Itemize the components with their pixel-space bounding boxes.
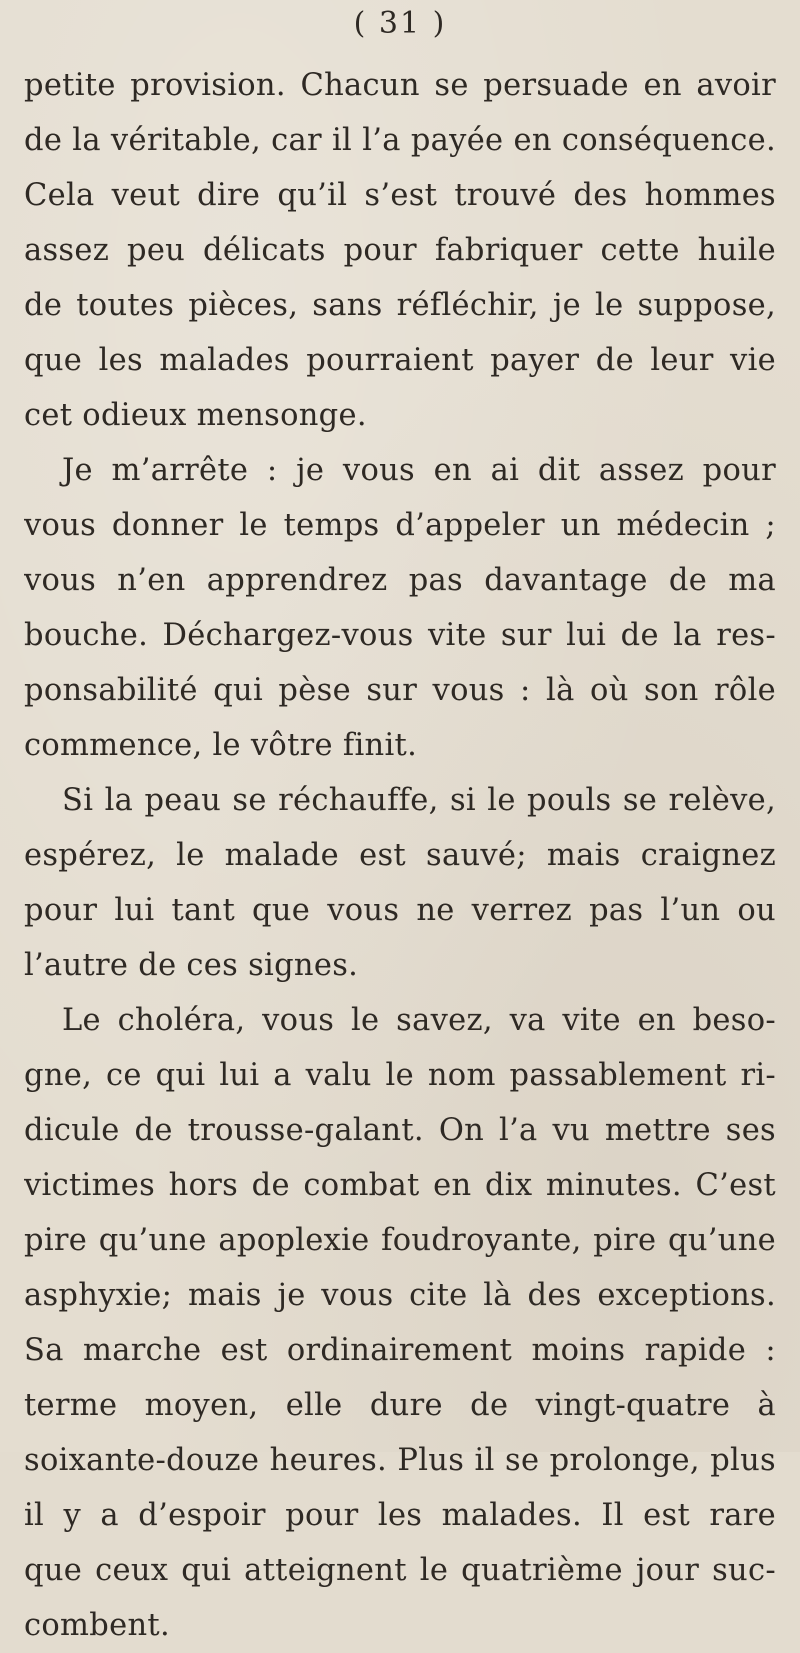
text-line: Sa marche est ordinairement moins rapide : xyxy=(24,1333,776,1368)
text-line: cet odieux mensonge. xyxy=(24,398,367,433)
text-line: pour lui tant que vous ne verrez pas l’un ou xyxy=(24,893,776,928)
text-line: asphyxie; mais je vous cite là des exceptions. xyxy=(24,1278,776,1313)
text-line: l’autre de ces signes. xyxy=(24,948,359,983)
text-line: gne, ce qui lui a valu le nom passablement ri- xyxy=(24,1058,776,1093)
text-line: soixante-douze heures. Plus il se prolonge, plus xyxy=(24,1443,776,1478)
text-line: assez peu délicats pour fabriquer cette huile xyxy=(24,233,776,268)
text-line: que ceux qui atteignent le quatrième jour suc- xyxy=(24,1553,776,1588)
text-line: pire qu’une apoplexie foudroyante, pire qu’une xyxy=(24,1223,776,1258)
body-text xyxy=(24,58,776,1653)
page-number: ( 31 ) xyxy=(353,6,447,41)
text-line: de toutes pièces, sans réfléchir, je le suppose, xyxy=(24,288,776,323)
text-line: dicule de trousse-galant. On l’a vu mettre ses xyxy=(24,1113,776,1148)
text-line: vous n’en apprendrez pas davantage de ma xyxy=(24,563,776,598)
text-line: vous donner le temps d’appeler un médecin ; xyxy=(24,508,776,543)
text-line: ponsabilité qui pèse sur vous : là où son rôle xyxy=(24,673,776,708)
text-line: combent. xyxy=(24,1608,170,1643)
text-line: terme moyen, elle dure de vingt-quatre à xyxy=(24,1388,776,1423)
text-line: victimes hors de combat en dix minutes. C’est xyxy=(24,1168,776,1203)
paragraph-start-line: Le choléra, vous le savez, va vite en beso- xyxy=(62,1003,776,1038)
paragraph-start-line: Si la peau se réchauffe, si le pouls se relève, xyxy=(62,783,776,818)
text-line: il y a d’espoir pour les malades. Il est rare xyxy=(24,1498,776,1533)
text-line: petite provision. Chacun se persuade en avoir xyxy=(24,68,776,103)
text-line: commence, le vôtre finit. xyxy=(24,728,418,763)
text-line: Cela veut dire qu’il s’est trouvé des hommes xyxy=(24,178,776,213)
text-line: espérez, le malade est sauvé; mais craignez xyxy=(24,838,776,873)
text-line: bouche. Déchargez-vous vite sur lui de la res- xyxy=(24,618,776,653)
text-line: que les malades pourraient payer de leur vie xyxy=(24,343,776,378)
text-line: de la véritable, car il l’a payée en conséquence. xyxy=(24,123,776,158)
paragraph-start-line: Je m’arrête : je vous en ai dit assez pour xyxy=(62,453,776,488)
